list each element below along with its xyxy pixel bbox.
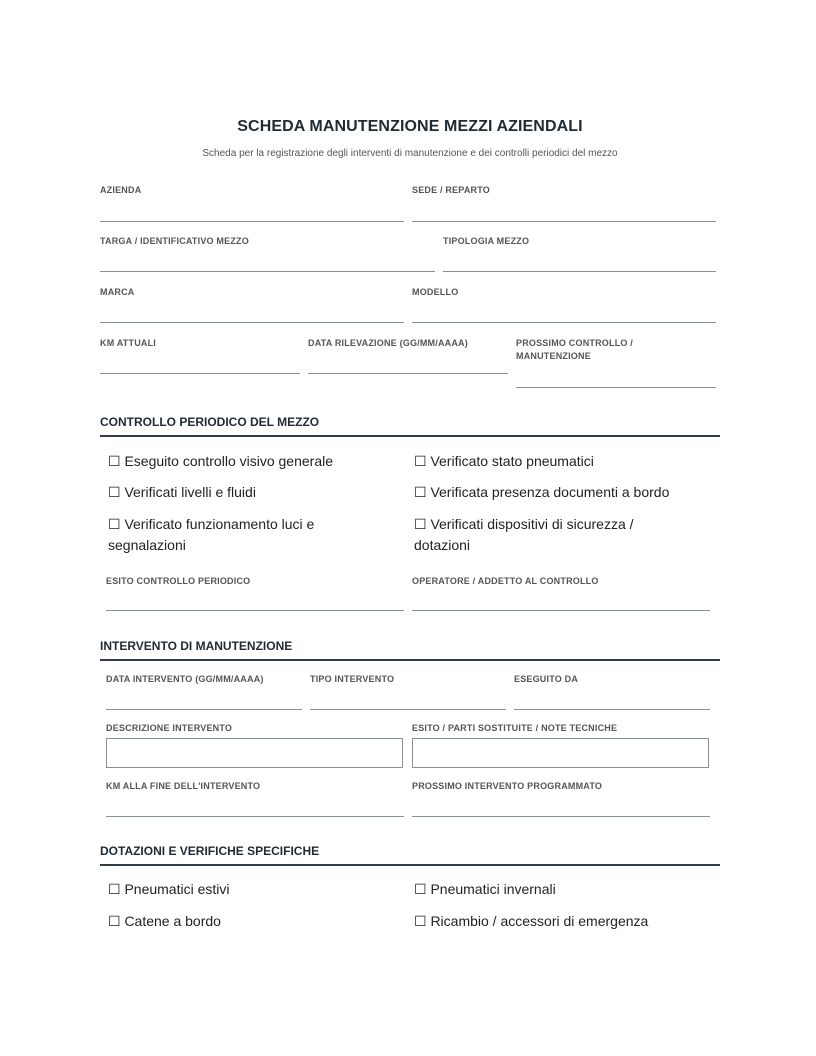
operatore-field[interactable] [412,575,710,611]
tipo-intervento-label: TIPO INTERVENTO [310,674,395,684]
check-pneumatici-invernali[interactable]: ☐ Pneumatici invernali [414,881,556,897]
descrizione-field[interactable] [106,722,403,768]
check-catene-bordo[interactable]: ☐ Catene a bordo [108,913,221,929]
check-livelli-fluidi[interactable]: ☐ Verificati livelli e fluidi [108,484,256,500]
km-fine-field[interactable] [106,780,404,817]
operatore-line [412,610,710,611]
prossimo-intervento-label: PROSSIMO INTERVENTO PROGRAMMATO [412,781,603,791]
sede-field[interactable] [412,184,716,222]
data-intervento-label: DATA INTERVENTO (GG/MM/AAAA) [106,674,264,684]
data-intervento-field[interactable] [106,673,302,710]
esito-note-field[interactable] [412,722,709,768]
eseguito-da-line [514,709,710,710]
prossimo-controllo-field[interactable] [516,337,716,388]
modello-line [412,322,716,323]
tipo-intervento-line [310,709,506,710]
marca-label: MARCA [100,287,135,297]
check-dispositivi-sicurezza[interactable]: ☐ Verificati dispositivi di sicurezza / dotazioni [414,516,634,553]
modello-field[interactable] [412,286,716,323]
esito-controllo-line [106,610,404,611]
esito-controllo-field[interactable] [106,575,404,611]
esito-note-label: ESITO / PARTI SOSTITUITE / NOTE TECNICHE [412,723,618,733]
check-documenti-bordo[interactable]: ☐ Verificata presenza documenti a bordo [414,484,670,500]
section-intervento-title: INTERVENTO DI MANUTENZIONE [100,639,720,661]
prossimo-intervento-line [412,816,710,817]
sede-label: SEDE / REPARTO [412,185,490,195]
km-line [100,373,300,374]
sede-line [412,221,716,222]
targa-label: TARGA / IDENTIFICATIVO MEZZO [100,236,249,246]
data-rilevazione-label: DATA RILEVAZIONE (GG/MM/AAAA) [308,338,468,348]
km-label: KM ATTUALI [100,338,156,348]
eseguito-da-label: ESEGUITO DA [514,674,579,684]
tipologia-line [443,271,716,272]
km-fine-label: KM ALLA FINE DELL'INTERVENTO [106,781,261,791]
tipo-intervento-field[interactable] [310,673,506,710]
operatore-label: OPERATORE / ADDETTO AL CONTROLLO [412,576,599,586]
marca-field[interactable] [100,286,404,323]
check-luci-segnalazioni[interactable]: ☐ Verificato funzionamento luci e segnalazioni [108,516,315,553]
km-fine-line [106,816,404,817]
page-subtitle: Scheda per la registrazione degli interventi di manutenzione e dei controlli periodici del mezzo [202,148,618,159]
prossimo-intervento-field[interactable] [412,780,710,817]
azienda-label: AZIENDA [100,185,142,195]
descrizione-box[interactable] [106,738,403,768]
esito-note-box[interactable] [412,738,709,768]
prossimo-controllo-label: PROSSIMO CONTROLLO / MANUTENZIONE [516,338,634,361]
section-controllo-title: CONTROLLO PERIODICO DEL MEZZO [100,415,720,437]
targa-field[interactable] [100,235,435,272]
section-dotazioni-title: DOTAZIONI E VERIFICHE SPECIFICHE [100,844,720,866]
esito-controllo-label: ESITO CONTROLLO PERIODICO [106,576,251,586]
modello-label: MODELLO [412,287,459,297]
page-title: SCHEDA MANUTENZIONE MEZZI AZIENDALI [237,118,583,135]
targa-line [100,271,435,272]
data-rilevazione-line [308,373,508,374]
tipologia-field[interactable] [443,235,716,272]
check-stato-pneumatici[interactable]: ☐ Verificato stato pneumatici [414,453,594,469]
marca-line [100,322,404,323]
prossimo-controllo-line [516,387,716,388]
azienda-field[interactable] [100,184,404,222]
data-rilevazione-field[interactable] [308,337,508,374]
check-ricambio-emergenza[interactable]: ☐ Ricambio / accessori di emergenza [414,913,649,929]
eseguito-da-field[interactable] [514,673,710,710]
tipologia-label: TIPOLOGIA MEZZO [443,236,530,246]
check-pneumatici-estivi[interactable]: ☐ Pneumatici estivi [108,881,230,897]
check-controllo-visivo[interactable]: ☐ Eseguito controllo visivo generale [108,453,334,469]
km-field[interactable] [100,337,300,374]
descrizione-label: DESCRIZIONE INTERVENTO [106,723,233,733]
azienda-line [100,221,404,222]
data-intervento-line [106,709,302,710]
